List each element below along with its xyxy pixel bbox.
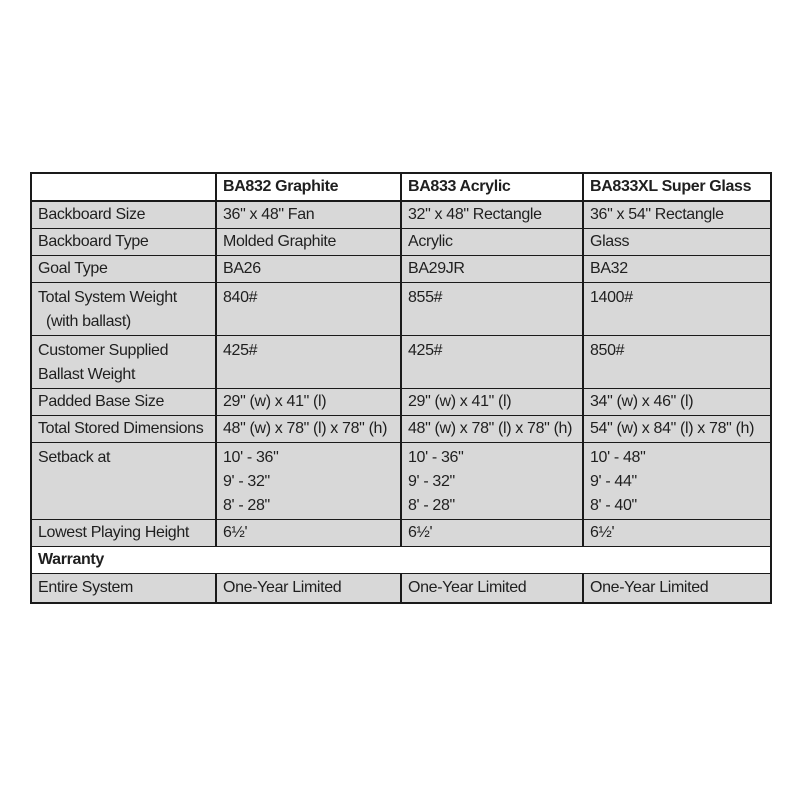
- cell-value: 425#: [216, 336, 401, 389]
- cell-value: 48" (w) x 78" (l) x 78" (h): [401, 416, 583, 443]
- cell-value: 840#: [216, 283, 401, 336]
- cell-value: 48" (w) x 78" (l) x 78" (h): [216, 416, 401, 443]
- cell-value: BA26: [216, 256, 401, 283]
- cell-value: Glass: [583, 229, 771, 256]
- row-warranty-section: [31, 547, 771, 574]
- value-line: 10' - 36": [223, 449, 279, 466]
- cell-value: 29" (w) x 41" (l): [401, 389, 583, 416]
- cell-value: 1400#: [583, 283, 771, 336]
- row-label-total-stored-dimensions: Total Stored Dimensions: [31, 416, 216, 443]
- cell-value: [401, 443, 583, 520]
- row-label-padded-base-size: Padded Base Size: [31, 389, 216, 416]
- cell-value: 32" x 48" Rectangle: [401, 201, 583, 229]
- cell-value: 36" x 48" Fan: [216, 201, 401, 229]
- value-line: 9' - 44": [590, 473, 637, 490]
- row-padded-base-size: [31, 389, 771, 416]
- cell-value: One-Year Limited: [583, 574, 771, 603]
- cell-value: 6½': [216, 520, 401, 547]
- header-cell-ba832-graphite: BA832 Graphite: [216, 173, 401, 201]
- row-label-backboard-size: Backboard Size: [31, 201, 216, 229]
- cell-value: 34" (w) x 46" (l): [583, 389, 771, 416]
- value-line: 9' - 32": [223, 473, 270, 490]
- row-label-lowest-playing-height: Lowest Playing Height: [31, 520, 216, 547]
- header-cell-ba833xl-super-glass: BA833XL Super Glass: [583, 173, 771, 201]
- row-label-total-system-weight: [31, 283, 216, 336]
- label-line: Ballast Weight: [38, 366, 136, 383]
- cell-value: 6½': [401, 520, 583, 547]
- row-label-entire-system: Entire System: [31, 574, 216, 603]
- cell-value: 850#: [583, 336, 771, 389]
- cell-value: [216, 443, 401, 520]
- row-entire-system: [31, 574, 771, 603]
- header-cell-ba833-acrylic: BA833 Acrylic: [401, 173, 583, 201]
- value-line: 8' - 28": [408, 497, 455, 514]
- cell-value: Acrylic: [401, 229, 583, 256]
- value-line: 10' - 36": [408, 449, 464, 466]
- spec-comparison-table: [30, 172, 772, 604]
- value-line: 10' - 48": [590, 449, 646, 466]
- cell-value: 29" (w) x 41" (l): [216, 389, 401, 416]
- row-lowest-playing-height: [31, 520, 771, 547]
- row-label-setback-at: Setback at: [31, 443, 216, 520]
- row-label-customer-supplied-ballast-weight: [31, 336, 216, 389]
- row-label-backboard-type: Backboard Type: [31, 229, 216, 256]
- cell-value: One-Year Limited: [401, 574, 583, 603]
- cell-value: 855#: [401, 283, 583, 336]
- label-line: (with ballast): [46, 313, 131, 330]
- cell-value: One-Year Limited: [216, 574, 401, 603]
- cell-value: 425#: [401, 336, 583, 389]
- cell-value: 54" (w) x 84" (l) x 78" (h): [583, 416, 771, 443]
- cell-value: Molded Graphite: [216, 229, 401, 256]
- warranty-section-label: Warranty: [31, 547, 771, 574]
- cell-value: [583, 443, 771, 520]
- value-line: 8' - 28": [223, 497, 270, 514]
- row-label-goal-type: Goal Type: [31, 256, 216, 283]
- cell-value: 6½': [583, 520, 771, 547]
- header-row: [31, 173, 771, 201]
- row-customer-supplied-ballast-weight: [31, 336, 771, 389]
- cell-value: BA32: [583, 256, 771, 283]
- row-total-stored-dimensions: [31, 416, 771, 443]
- label-line: Total System Weight: [38, 289, 177, 306]
- cell-value: BA29JR: [401, 256, 583, 283]
- row-backboard-type: [31, 229, 771, 256]
- value-line: 9' - 32": [408, 473, 455, 490]
- row-total-system-weight: [31, 283, 771, 336]
- row-goal-type: [31, 256, 771, 283]
- row-backboard-size: [31, 201, 771, 229]
- value-line: 8' - 40": [590, 497, 637, 514]
- cell-value: 36" x 54" Rectangle: [583, 201, 771, 229]
- row-setback-at: [31, 443, 771, 520]
- header-cell-blank: [31, 173, 216, 201]
- label-line: Customer Supplied: [38, 342, 169, 359]
